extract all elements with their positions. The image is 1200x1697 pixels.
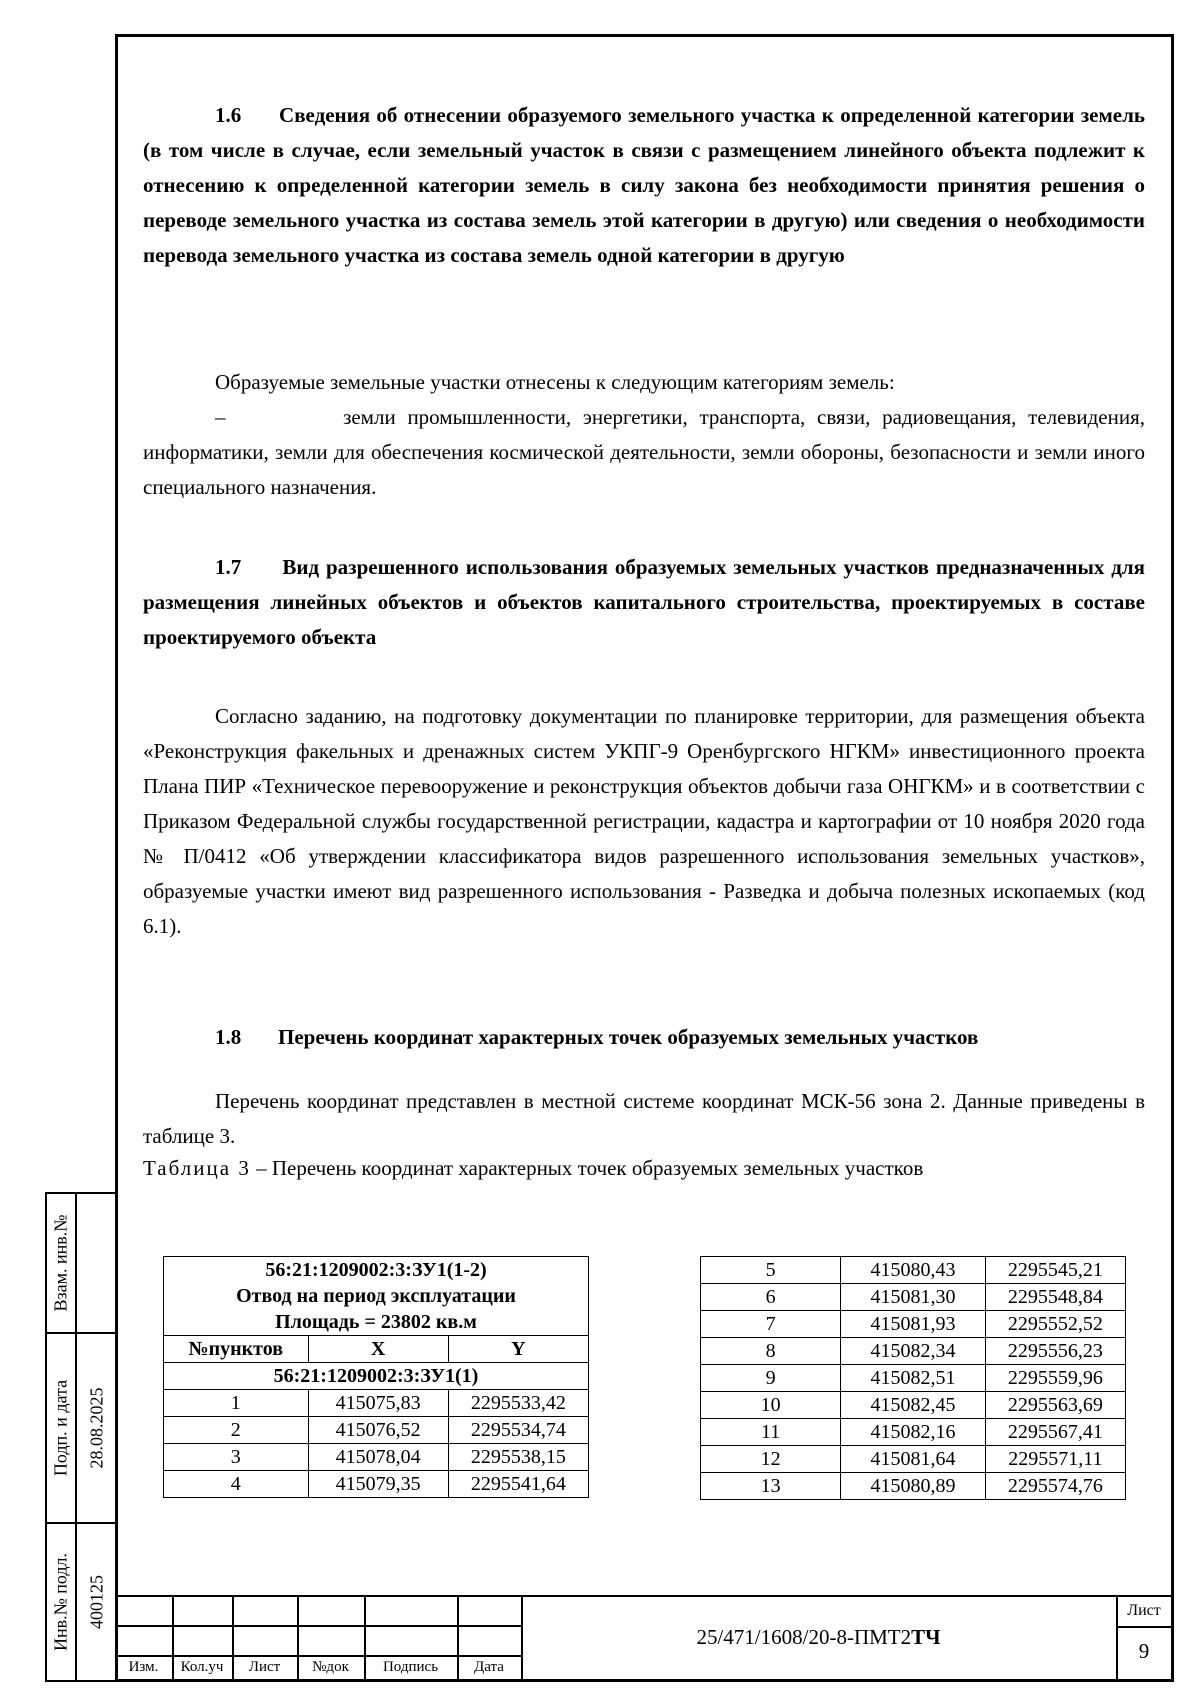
cell-y: 2295567,41 — [985, 1419, 1125, 1446]
table-caption — [143, 1156, 923, 1181]
title-col-podpis: Подпись — [382, 1659, 439, 1675]
document-code — [521, 1625, 1116, 1650]
inv-value: 400125 — [86, 1575, 107, 1629]
cell-y: 2295534,74 — [448, 1417, 588, 1444]
cell-x: 415081,30 — [841, 1284, 986, 1311]
cell-x: 415082,51 — [841, 1365, 986, 1392]
cell-point: 5 — [701, 1257, 841, 1284]
table-row — [164, 1417, 589, 1444]
document-code-main: 25/471/1608/20-8-ПМТ2 — [696, 1625, 912, 1649]
podp-label: Подп. и дата — [50, 1379, 71, 1477]
cell-point: 12 — [701, 1446, 841, 1473]
section-1-6-number: 1.6 — [215, 103, 242, 127]
cell-x: 415081,93 — [841, 1311, 986, 1338]
cell-point: 6 — [701, 1284, 841, 1311]
title-col-izm: Изм. — [128, 1659, 159, 1675]
cell-x: 415075,83 — [308, 1390, 448, 1417]
section-1-8-number: 1.8 — [215, 1025, 242, 1049]
table-subheader: 56:21:1209002:3:ЗУ1(1) — [164, 1363, 589, 1390]
table-row — [701, 1392, 1126, 1419]
title-col-data: Дата — [474, 1659, 504, 1675]
title-col-ndok: №док — [312, 1659, 349, 1675]
cell-point: 1 — [164, 1390, 309, 1417]
cell-y: 2295552,52 — [985, 1311, 1125, 1338]
table-row — [701, 1446, 1126, 1473]
column-header-y: Y — [448, 1336, 588, 1363]
section-1-7-heading — [143, 550, 1145, 655]
section-1-7-number: 1.7 — [215, 555, 242, 579]
section-1-6-bullet — [143, 400, 1145, 505]
bullet-text: земли промышленности, энергетики, транспорта, связи, радиовещания, телевидения, информатики, земли для обеспечения космической деятельности, земли обороны, безопасности и земли иного специального назначения. — [143, 405, 1146, 499]
section-1-6-body — [143, 365, 1145, 505]
column-header-x: X — [308, 1336, 448, 1363]
column-header-point: №пунктов — [164, 1336, 309, 1363]
cell-y: 2295533,42 — [448, 1390, 588, 1417]
table-row — [701, 1284, 1126, 1311]
cell-y: 2295541,64 — [448, 1471, 588, 1498]
vzam-label: Взам. инв.№ — [50, 1214, 71, 1312]
cell-y: 2295563,69 — [985, 1392, 1125, 1419]
cell-point: 3 — [164, 1444, 309, 1471]
cell-y: 2295538,15 — [448, 1444, 588, 1471]
cell-x: 415080,89 — [841, 1473, 986, 1500]
cell-y: 2295559,96 — [985, 1365, 1125, 1392]
table-row — [701, 1338, 1126, 1365]
table-column-header-row — [164, 1336, 589, 1363]
title-col-list: Лист — [248, 1659, 281, 1675]
cell-point: 9 — [701, 1365, 841, 1392]
cell-y: 2295545,21 — [985, 1257, 1125, 1284]
side-stamp-strip — [45, 1192, 115, 1682]
table-caption-text: – Перечень координат характерных точек образуемых земельных участков — [250, 1156, 924, 1180]
cell-point: 7 — [701, 1311, 841, 1338]
title-col-kol: Кол.уч — [180, 1659, 224, 1675]
table-row — [164, 1444, 589, 1471]
cell-x: 415081,64 — [841, 1446, 986, 1473]
section-1-8-body: Перечень координат представлен в местной системе координат МСК-56 зона 2. Данные приведены в таблице 3. — [143, 1089, 1145, 1148]
cell-x: 415078,04 — [308, 1444, 448, 1471]
cell-x: 415079,35 — [308, 1471, 448, 1498]
cell-point: 13 — [701, 1473, 841, 1500]
cell-y: 2295556,23 — [985, 1338, 1125, 1365]
coordinates-table-right — [700, 1256, 1126, 1500]
table-header-row — [164, 1309, 589, 1336]
cell-point: 2 — [164, 1417, 309, 1444]
cell-x: 415080,43 — [841, 1257, 986, 1284]
table-row — [701, 1365, 1126, 1392]
table-header-row — [164, 1257, 589, 1284]
cell-x: 415082,34 — [841, 1338, 986, 1365]
cell-x: 415082,16 — [841, 1419, 986, 1446]
cell-y: 2295574,76 — [985, 1473, 1125, 1500]
title-block — [115, 1595, 1174, 1682]
table-row — [164, 1471, 589, 1498]
cell-point: 10 — [701, 1392, 841, 1419]
inv-label: Инв.№ подл. — [50, 1552, 71, 1652]
bullet-dash: – — [215, 405, 226, 429]
sheet-box — [1116, 1595, 1172, 1682]
side-row-vzam — [45, 1192, 115, 1334]
table-row — [701, 1473, 1126, 1500]
section-1-6-heading — [143, 98, 1145, 273]
section-1-6-intro: Образуемые земельные участки отнесены к следующим категориям земель: — [215, 370, 895, 394]
table-header-area: Площадь = 23802 кв.м — [164, 1309, 589, 1336]
table-row — [701, 1257, 1126, 1284]
podp-value: 28.08.2025 — [86, 1387, 107, 1469]
sheet-label: Лист — [1127, 1602, 1161, 1619]
table-header-allocation: Отвод на период эксплуатации — [164, 1283, 589, 1309]
side-row-podp — [45, 1332, 115, 1524]
cell-point: 4 — [164, 1471, 309, 1498]
sheet-number: 9 — [1138, 1639, 1150, 1663]
table-row — [701, 1311, 1126, 1338]
section-1-7-body: Согласно заданию, на подготовку документации по планировке территории, для размещения объекта «Реконструкция факельных и дренажных систем УКПГ-9 Оренбургского НГКМ» инвестиционного проекта Плана ПИР «Техническое перевооружение и реконструкция объектов добычи газа ОНГКМ» и в соответствии с Приказом Федеральной службы государственной регистрации, кадастра и картографии от 10 ноября 2020 года № П/0412 «Об утверждении классификатора видов разрешенного использования земельных участков», образуемые участки имеют вид разрешенного использования - Разведка и добыча полезных ископаемых (код 6.1). — [143, 704, 1145, 938]
table-row — [701, 1419, 1126, 1446]
table-subheader-row — [164, 1363, 589, 1390]
cell-x: 415082,45 — [841, 1392, 986, 1419]
table-header-row — [164, 1283, 589, 1309]
cell-point: 8 — [701, 1338, 841, 1365]
cell-x: 415076,52 — [308, 1417, 448, 1444]
section-1-6-title: Сведения об отнесении образуемого земельного участка к определенной категории земель (в том числе в случае, если земельный участок в связи с размещением линейного объекта подлежит к отнесению к определенной категории земель в силу закона без необходимости принятия решения о переводе земельного участка из состава земель этой категории в другую) или сведения о необходимости перевода земельного участка из состава земель одной категории в другую — [143, 103, 1146, 267]
table-caption-label: Таблица 3 — [143, 1156, 251, 1180]
cell-point: 11 — [701, 1419, 841, 1446]
section-1-8-heading — [143, 1020, 978, 1055]
cell-y: 2295571,11 — [985, 1446, 1125, 1473]
side-row-inv — [45, 1522, 115, 1682]
coordinates-table-left — [163, 1256, 589, 1498]
table-row — [164, 1390, 589, 1417]
cell-y: 2295548,84 — [985, 1284, 1125, 1311]
table-header-cadastral: 56:21:1209002:3:ЗУ1(1-2) — [164, 1257, 589, 1284]
document-code-suffix: ТЧ — [911, 1625, 941, 1649]
section-1-8-title: Перечень координат характерных точек образуемых земельных участков — [278, 1025, 979, 1049]
section-1-7-title: Вид разрешенного использования образуемых земельных участков предназначенных для размещения линейных объектов и объектов капитального строительства, проектируемых в составе проектируемого объекта — [143, 555, 1145, 649]
